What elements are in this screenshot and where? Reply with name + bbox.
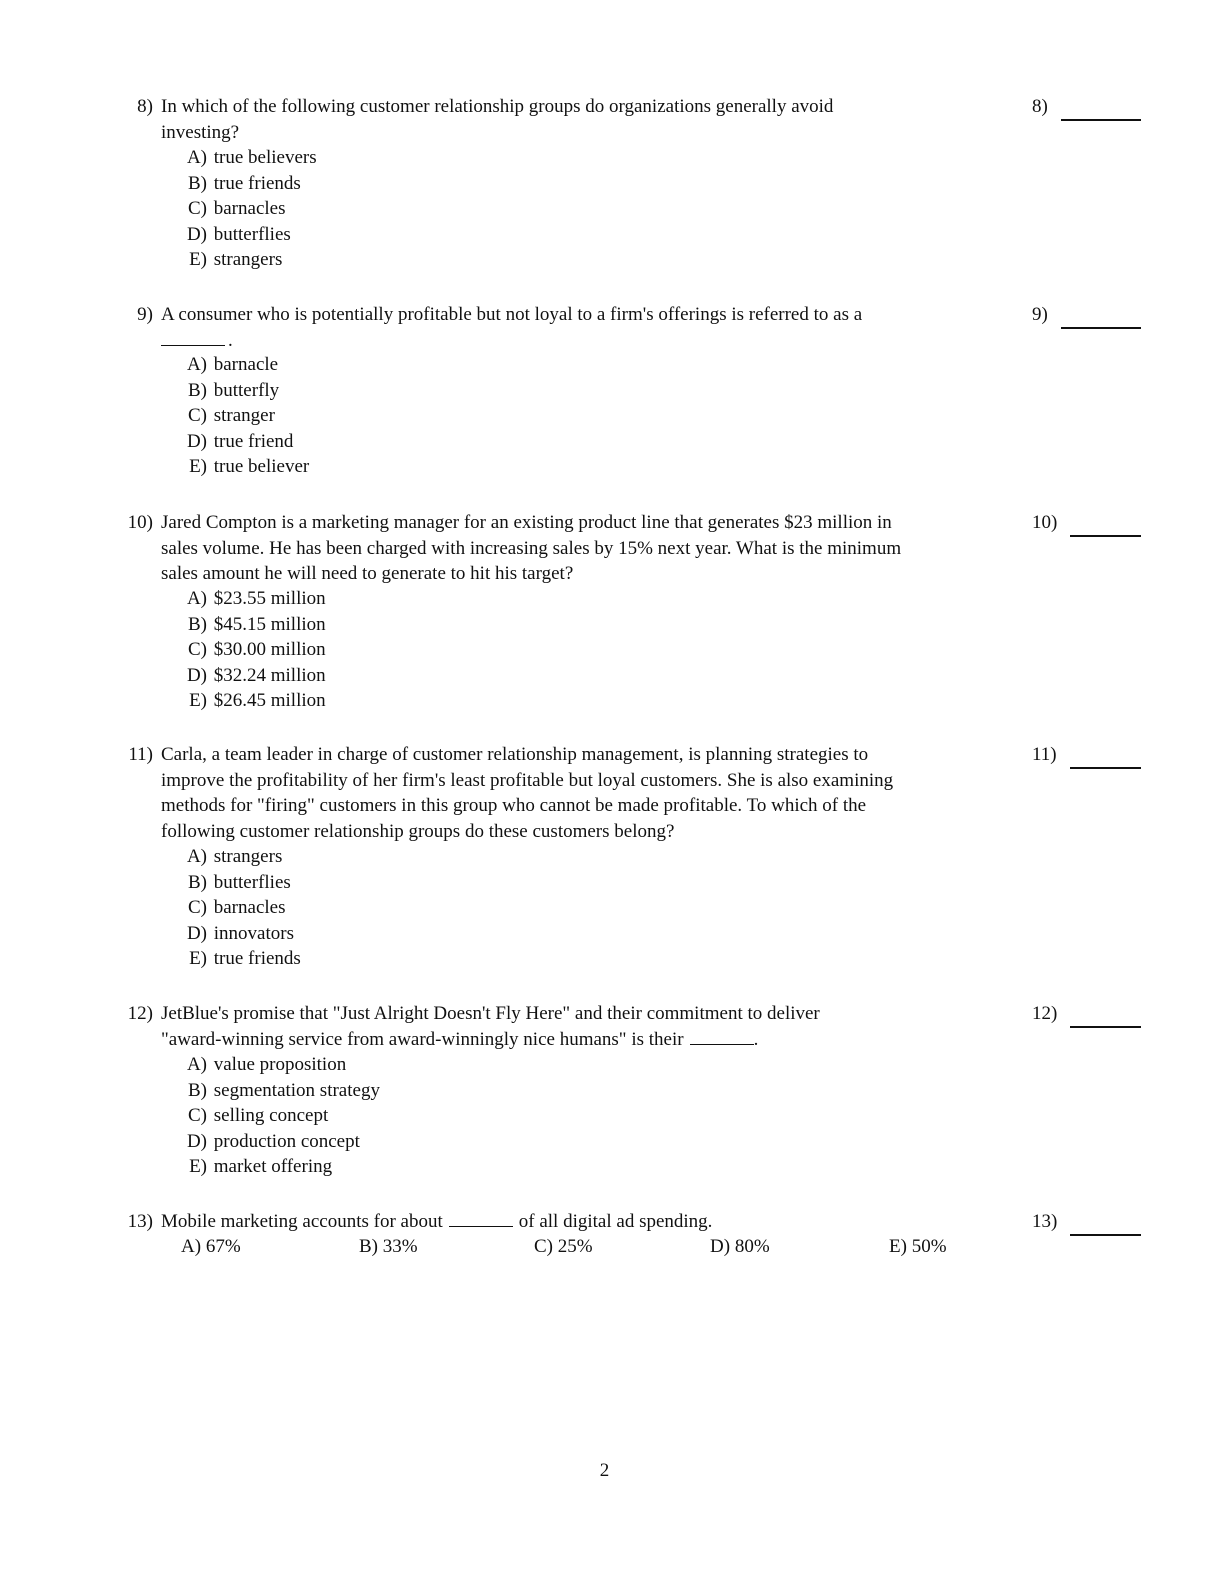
choice-e: E) strangers — [189, 249, 283, 270]
answer-blank[interactable] — [1070, 535, 1141, 537]
question-stem — [161, 742, 991, 844]
stem-line: methods for "firing" customers in this group who cannot be made profitable. To which of the — [161, 795, 867, 816]
choice-c: C) stranger — [188, 405, 275, 426]
choice-a: A) $23.55 million — [186, 588, 326, 609]
choice-a: A) value proposition — [186, 1054, 347, 1075]
stem-line: . — [161, 328, 991, 354]
question-number: 10) — [127, 512, 153, 533]
choice-b: B) $45.15 million — [188, 613, 326, 635]
stem-line: Jared Compton is a marketing manager for an existing product line that generates $23 million in — [161, 512, 892, 533]
answer-number: 12) — [1032, 1003, 1058, 1024]
choice-e: E) true friends — [189, 948, 301, 969]
stem-line: JetBlue's promise that "Just Alright Doesn't Fly Here" and their commitment to deliver — [161, 1003, 820, 1024]
answer-choices — [181, 1234, 981, 1260]
choice-d: D) butterflies — [186, 223, 291, 245]
stem-line: investing? — [161, 121, 240, 143]
choice-a: A) true believers — [186, 147, 317, 168]
stem-line: following customer relationship groups do these customers belong? — [161, 820, 675, 842]
fill-in-blank — [449, 1225, 513, 1227]
answer-number: 11) — [1032, 744, 1057, 765]
answer-blank[interactable] — [1061, 327, 1141, 329]
answer-number: 9) — [1032, 304, 1048, 325]
choice-d: D) innovators — [186, 922, 294, 944]
question-number: 12) — [127, 1003, 153, 1024]
choice-b: B) butterfly — [188, 379, 280, 401]
answer-blank[interactable] — [1070, 767, 1141, 769]
stem-line: A consumer who is potentially profitable but not loyal to a firm's offerings is referred to as a — [161, 304, 863, 325]
stem-line: improve the profitability of her firm's least profitable but loyal customers. She is also examining — [161, 769, 894, 791]
answer-blank[interactable] — [1070, 1026, 1141, 1028]
stem-line: "award-winning service from award-winningly nice humans" is their . — [161, 1028, 759, 1050]
choice-b: B) true friends — [188, 172, 301, 194]
choice-d: D) true friend — [186, 430, 294, 452]
answer-choices — [181, 1052, 681, 1180]
stem-line: Mobile marketing accounts for about of all digital ad spending. — [161, 1211, 713, 1232]
question-number: 13) — [127, 1211, 153, 1232]
answer-number: 13) — [1032, 1211, 1058, 1232]
choice-b: B) 33% — [359, 1236, 418, 1257]
question-stem — [161, 94, 991, 145]
stem-line: In which of the following customer relationship groups do organizations generally avoid — [161, 96, 834, 117]
choice-c: C) $30.00 million — [188, 639, 326, 660]
choice-b: B) butterflies — [188, 871, 291, 893]
choice-a: A) 67% — [181, 1236, 241, 1257]
question-stem — [161, 510, 991, 587]
choice-e: E) true believer — [189, 456, 310, 477]
choice-b: B) segmentation strategy — [188, 1079, 380, 1101]
question-stem — [161, 302, 991, 353]
question-number: 9) — [137, 304, 153, 325]
answer-choices — [181, 145, 681, 273]
choice-e: E) market offering — [189, 1156, 333, 1177]
choice-a: A) strangers — [186, 846, 283, 867]
stem-line: Carla, a team leader in charge of customer relationship management, is planning strategies to — [161, 744, 869, 765]
choice-c: C) barnacles — [188, 897, 286, 918]
fill-in-blank — [690, 1043, 754, 1045]
choice-c: C) selling concept — [188, 1105, 329, 1126]
stem-line: sales amount he will need to generate to hit his target? — [161, 563, 574, 584]
choice-d: D) $32.24 million — [186, 664, 326, 686]
question-number: 8) — [137, 96, 153, 117]
choice-d: D) production concept — [186, 1130, 360, 1152]
answer-blank[interactable] — [1070, 1234, 1141, 1236]
page-number: 2 — [599, 1460, 610, 1481]
question-stem — [161, 1209, 991, 1235]
answer-choices — [181, 844, 681, 972]
choice-e: E) $26.45 million — [189, 690, 326, 711]
answer-choices — [181, 352, 681, 480]
stem-line: sales volume. He has been charged with increasing sales by 15% next year. What is the minimum — [161, 537, 902, 559]
answer-blank[interactable] — [1061, 119, 1141, 121]
answer-number: 10) — [1032, 512, 1058, 533]
choice-e: E) 50% — [889, 1236, 947, 1257]
choice-a: A) barnacle — [186, 354, 279, 375]
choice-d: D) 80% — [710, 1236, 770, 1257]
question-number: 11) — [128, 744, 153, 765]
answer-choices — [181, 586, 681, 714]
choice-c: C) 25% — [534, 1236, 593, 1257]
answer-number: 8) — [1032, 96, 1048, 117]
question-stem — [161, 1001, 991, 1052]
choice-c: C) barnacles — [188, 198, 286, 219]
fill-in-blank — [161, 344, 225, 346]
